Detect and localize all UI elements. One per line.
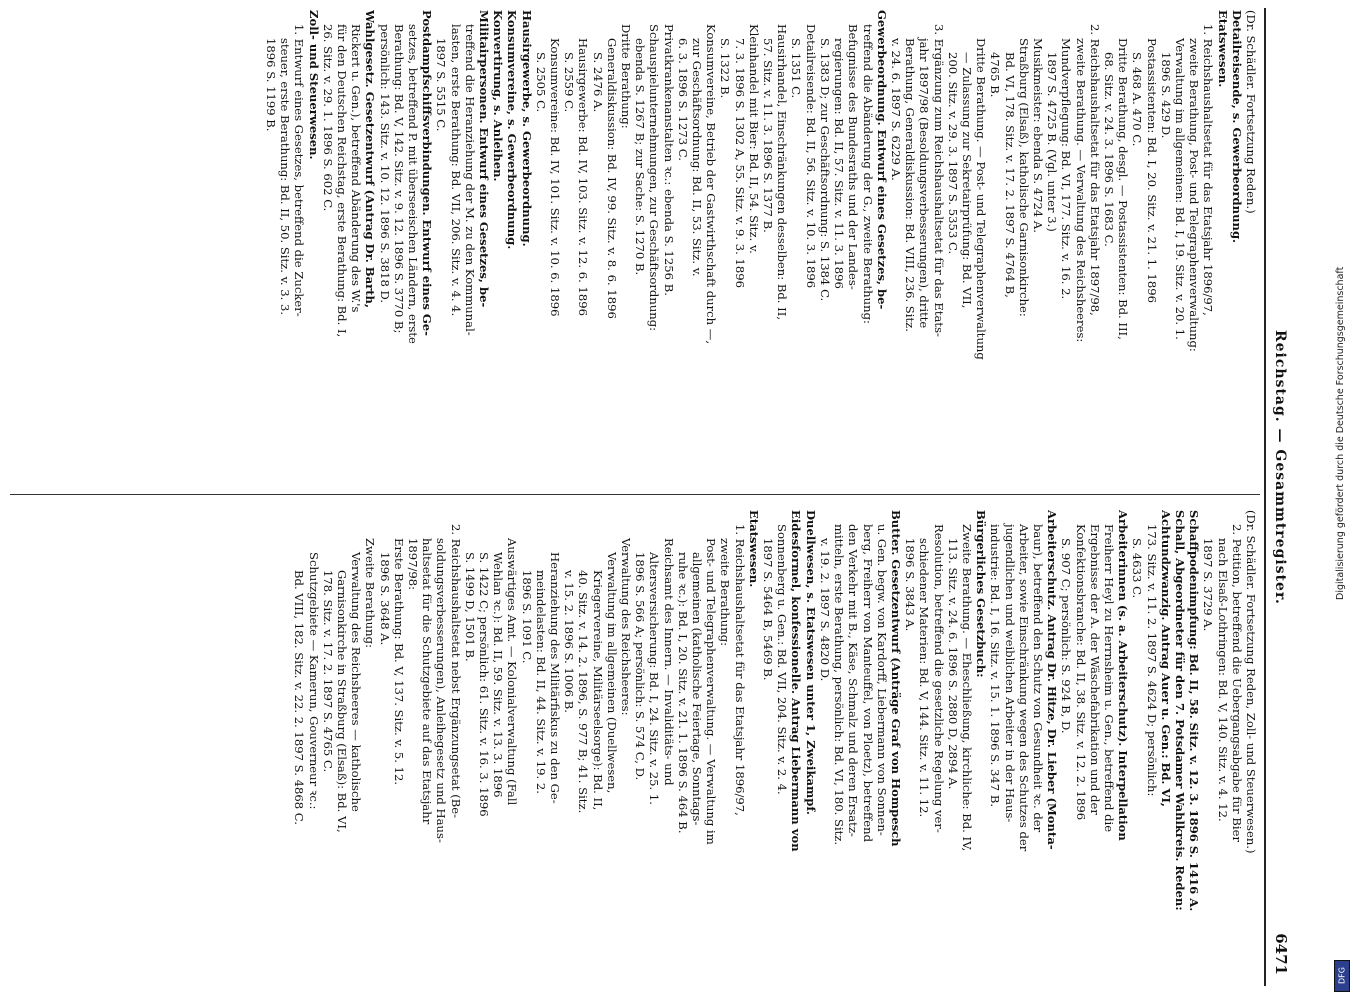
register-line: Post- und Telegraphenverwaltung. — Verwaltung im: [704, 538, 719, 845]
register-line: S. 468 A. 470 C.: [1130, 52, 1145, 147]
register-line: Verwaltung des Reichsheeres — katholische: [349, 552, 364, 812]
register-line: 1896 S. 3648 A.: [377, 552, 392, 646]
register-line: treffend die Heranziehung der M. zu den Kommunal-: [462, 24, 477, 336]
register-line: 1. Reichshaushaltsetat für das Etatsjahr 1896/97,: [732, 524, 747, 816]
register-line: Hausirhandel, Einschränkungen desselben: Bd. II,: [775, 24, 790, 321]
register-line: Zweite Berathung. — Eheschließung, kirchliche: Bd. IV,: [959, 524, 974, 852]
register-line: Wahlgesetz. Gesetzentwurf (Antrag Dr. Barth,: [363, 10, 378, 309]
register-line: Arbeiterinnen (s. a. Arbeiterschutz). Interpellation: [1116, 510, 1131, 841]
right-column: [292, 510, 1258, 980]
register-line: 1896 S. 1199 B.: [263, 38, 278, 132]
register-line: Freiherr Heyl zu Herrnsheim u. Gen., betreffend die: [1101, 524, 1116, 833]
register-line: S. 907 C; persönlich: S. 924 B, D.: [1059, 538, 1074, 734]
running-title: Reichstag. — Gesammtregister.: [1272, 330, 1288, 605]
register-line: Mundverpflegung: Bd. VI, 177. Sitz. v. 16. 2.: [1059, 38, 1074, 300]
register-line: Hausirgewerbe: Bd. IV, 103. Sitz. v. 12. 6. 1896: [576, 38, 591, 316]
register-line: mitteln, erste Berathung, persönlich: Bd. VI, 180. Sitz.: [832, 524, 847, 846]
register-line: zur Geschäftsordnung: Bd. II, 53. Sitz. v.: [690, 38, 705, 277]
register-line: Postdampfschiffsverbindungen. Entwurf eines Ge-: [420, 10, 435, 336]
register-line: 1897 S. 4725 B. (Vgl. unter 3.): [1045, 52, 1060, 232]
register-line: Konsumvereine, s. Gewerbeordnung.: [505, 10, 520, 250]
register-line: Reichsamt des Innern. — Invaliditäts- und: [661, 538, 676, 786]
register-line: Militairpersonen. Entwurf eines Gesetzes, be-: [477, 10, 492, 308]
register-line: Zoll- und Steuerwesen.: [306, 10, 321, 160]
register-line: 200. Sitz. v. 29. 3. 1897 S. 5353 C.: [945, 52, 960, 255]
register-line: Konsumvereine, Betrieb der Gastwirthschaft durch —,: [704, 24, 719, 345]
register-line: Berathung: Bd. V, 142. Sitz. v. 9. 12. 1896 S. 3770 B;: [391, 24, 406, 334]
register-line: 1896 S. 566 A; persönlich: S. 574 C, D.: [633, 552, 648, 781]
register-line: Detailreisende, s. Gewerbeordnung.: [1229, 10, 1244, 244]
register-line: Schaffpodenimpfung: Bd. II, 58. Sitz. v. 12. 3. 1896 S. 1416 A.: [1187, 510, 1202, 912]
column-divider: [10, 494, 1260, 495]
register-line: Musikmeister: ebenda S. 4724 A.: [1030, 38, 1045, 233]
digitization-credit: Digitalisierung gefördert durch die Deutsche Forschungsgemeinschaft: [1335, 266, 1346, 600]
register-line: Bd. VI, 178. Sitz. v. 17. 2. 1897 S. 4764 B,: [1002, 52, 1017, 298]
register-line: S. 2505 C.: [533, 52, 548, 113]
register-line: ruhe ꝛc.): Bd. I, 20. Sitz. v. 21. 1. 1896 S. 464 B.: [675, 552, 690, 834]
register-line: Konsumvereine: Bd. IV, 101. Sitz. v. 10. 6. 1896: [548, 38, 563, 317]
register-line: 1896 S. 1091 C.: [519, 570, 534, 664]
register-line: 26. Sitz. v. 29. 1. 1896 S. 602 C.: [320, 24, 335, 212]
register-line: Resolution, betreffend die gesetzliche Regelung ver-: [931, 524, 946, 833]
page-number: 6471: [1272, 933, 1290, 975]
register-line: Schutzgebiete — Kamerun, Gouverneur ꝛc.:: [306, 552, 321, 810]
register-line: Duellwesen, s. Etatswesen unter 1, Zweikampf.: [803, 510, 818, 815]
register-line: 3. Ergänzung zum Reichshaushaltsetat für das Etats-: [931, 24, 946, 337]
register-line: 1897 S. 5515 C.: [434, 38, 449, 132]
register-line: soldungsverbesserungen), Anleihegesetz und Haus-: [434, 538, 449, 843]
register-line: Befugnisse des Bundesraths und der Landes-: [846, 24, 861, 290]
register-line: 1896 S. 3843 A.: [903, 538, 918, 632]
register-line: 68. Sitz. v. 24. 3. 1896 S. 1683 C.: [1101, 52, 1116, 247]
register-line: S. 4633 C.: [1130, 538, 1145, 599]
register-line: 40. Sitz. v. 14. 2. 1896, S. 977 B; 41. Sitz.: [576, 570, 591, 814]
register-line: Etatswesen.: [746, 510, 761, 588]
register-line: (Dr. Schädler. Fortsetzung Reden, Zoll- und Steuerwesen.): [1244, 510, 1258, 854]
register-line: jugendlichen und weiblichen Arbeiter in der Haus-: [1002, 524, 1017, 823]
register-line: zweite Berathung, Post- und Telegraphenverwaltung:: [1187, 38, 1202, 352]
register-line: Schauspielunternehmungen, zur Geschäftsordnung:: [647, 24, 662, 332]
register-line: berg, Freiherr von Manteuffel, von Ploetz), betreffend: [860, 524, 875, 842]
dfg-logo: [1334, 960, 1350, 992]
register-line: den Verkehr mit B., Käse, Schmalz und deren Ersatz-: [846, 524, 861, 837]
register-line: Auswärtiges Amt. — Kolonialverwaltung (Fall: [505, 538, 520, 806]
register-line: Hausirgewerbe, s. Gewerbeordnung.: [519, 10, 534, 247]
register-line: Heranziehung des Militärfiskus zu den Ge-: [548, 552, 563, 804]
register-line: Dritte Berathung:: [619, 24, 634, 129]
register-line: 57. Sitz. v. 11. 3. 1896 S. 1377 B.: [761, 38, 776, 233]
register-line: S. 1499 D, 1501 B.: [462, 552, 477, 662]
register-line: Verwaltung im allgemeinen (Duellwesen,: [604, 552, 619, 794]
register-line: 4765 B.: [988, 52, 1003, 98]
register-line: S. 1351 C.: [789, 38, 804, 99]
register-line: Gewerbeordnung. Entwurf eines Gesetzes, be-: [874, 10, 889, 310]
register-line: 1. Reichshaushaltsetat für das Etatsjahr 1896/97,: [1201, 24, 1216, 316]
left-column: [264, 10, 1258, 480]
register-line: meindelasten: Bd. II, 44. Sitz. v. 19. 2.: [533, 570, 548, 794]
register-line: jahr 1897/98 (Besoldungsverbesserungen), dritte: [917, 38, 932, 329]
register-line: Konfektionsbranche: Bd. II, 38. Sitz. v. 12. 2. 1896: [1073, 524, 1088, 821]
register-line: S. 2559 C.: [562, 52, 577, 113]
register-line: Straßburg (Elsaß), katholische Garnisonkirche:: [1016, 38, 1031, 317]
register-line: 113. Sitz. v. 24. 6. 1896 S. 2880 D, 2894 A.: [945, 538, 960, 790]
register-line: 7. 3. 1896 S. 1302 A, 55. Sitz. v. 9. 3. 1896: [732, 38, 747, 288]
register-line: v. 19. 2. 1897 S. 4820 D.: [817, 538, 832, 682]
register-line: Garnisonkirche in Straßburg (Elsaß): Bd. VI,: [335, 570, 349, 833]
register-line: 2. Reichshaushaltsetat nebst Ergänzungsetat (Be-: [448, 524, 463, 819]
register-line: Kleinhandel mit Bier: Bd. II, 54. Sitz. v.: [746, 24, 761, 254]
register-line: 2. Reichshaushaltsetat für das Etatsjahr 1897/98,: [1087, 24, 1102, 316]
register-line: 1896 S. 429 D.: [1158, 52, 1173, 139]
register-line: industrie: Bd. I, 16. Sitz. v. 15. 1. 1896 S. 347 B.: [988, 524, 1003, 808]
register-line: Arbeiterschutz. Antrag Dr. Hitze, Dr. Lieber (Monta-: [1045, 510, 1060, 850]
register-line: regierungen: Bd. II, 57. Sitz. v. 11. 3. 1896: [832, 38, 847, 289]
register-line: Wehlan ꝛc.): Bd. II, 59. Sitz. v. 13. 3. 1896: [491, 552, 506, 798]
register-line: nach Elsaß-Lothringen: Bd. V, 140. Sitz. v. 4. 12.: [1215, 538, 1230, 822]
register-line: 1897 S. 3729 A.: [1201, 538, 1216, 632]
register-line: Zweite Berathung:: [363, 538, 378, 648]
register-line: v. 15. 2. 1896 S. 1006 B.: [562, 570, 577, 713]
register-line: (Dr. Schädler. Fortsetzung Reden.): [1244, 10, 1258, 214]
register-line: 6. 3. 1896 S. 1273 C.: [675, 38, 690, 161]
register-line: Privatkrankenanstalten ꝛc.: ebenda S. 1256 B.: [661, 24, 676, 296]
register-line: 173. Sitz. v. 11. 2. 1897 S. 4624 D; persönlich:: [1144, 524, 1159, 797]
register-line: 2. Petition, betreffend die Uebergangsabgabe für Bier: [1229, 524, 1244, 843]
register-line: Konvertirung, s. Anleihen.: [491, 10, 506, 182]
register-line: Butter. Gesetzentwurf (Anträge Graf von Hompesch: [888, 510, 903, 847]
register-line: Dritte Berathung. — Post- und Telegraphenverwaltung: [974, 38, 989, 360]
register-line: Sonnenberg u. Gen.: Bd. VII, 204. Sitz. v. 2. 4.: [775, 524, 790, 795]
register-line: Dritte Berathung, desgl. — Postassistenten: Bd. III,: [1116, 38, 1131, 340]
register-line: Rickert u. Gen.), betreffend Abänderung des W.'s: [349, 24, 364, 313]
register-line: Arbeiter, sowie Einschränkung wegen des Schutzes der: [1016, 524, 1031, 852]
register-line: haltsetat für die Schutzgebiete auf das Etatsjahr: [420, 538, 435, 825]
register-line: Altersversicherung: Bd. I, 24. Sitz. v. 25. 1.: [647, 552, 662, 805]
register-line: Verwaltung im allgemeinen: Bd. I, 19. Sitz. v. 20. 1.: [1172, 38, 1187, 340]
register-line: 178. Sitz. v. 17. 2. 1897 S. 4765 C.: [320, 570, 335, 773]
register-line: Verwaltung des Reichsheeres:: [619, 538, 634, 716]
register-line: zweite Berathung:: [718, 538, 733, 647]
register-line: 1897 S. 5464 B, 5469 B.: [761, 538, 776, 681]
register-line: Bd. VIII, 182. Sitz. v. 22. 2. 1897 S. 4868 C.: [292, 570, 307, 825]
register-line: u. Gen. begw. von Kardorff, Liebermann von Sonnen-: [874, 524, 889, 836]
register-line: treffend die Abänderung der G., zweite Berathung:: [860, 24, 875, 324]
register-line: für den Deutschen Reichstag, erste Berathung: Bd. I,: [335, 24, 349, 338]
register-line: Ergebnisse der A. der Wäschefabrikation und der: [1087, 524, 1102, 815]
register-line: S. 1422 C; persönlich: 61. Sitz. v. 16. 3. 1896: [477, 552, 492, 817]
register-line: Bürgerliches Gesetzbuch:: [974, 510, 989, 678]
register-line: Detailreisende: Bd. II, 56. Sitz. v. 10. 3. 1896: [803, 24, 818, 289]
register-line: Etatswesen.: [1215, 10, 1230, 88]
register-line: 1897/98:: [406, 538, 421, 591]
register-line: 1. Entwurf eines Gesetzes, betreffend die Zucker-: [292, 24, 307, 317]
register-line: baur), betreffend den Schutz von Gesundheit ꝛc. der: [1030, 524, 1045, 833]
register-line: Erste Berathung: Bd. V, 137. Sitz. v. 5. 12.: [391, 538, 406, 786]
header-rule: [1264, 8, 1266, 986]
register-line: Generaldiskussion: Bd. IV, 99. Sitz. v. 8. 6. 1896: [604, 38, 619, 319]
register-line: Eidesformel, konfessionelle. Antrag Liebermann von: [789, 510, 804, 852]
register-line: schiedener Materien: Bd. V, 144. Sitz. v. 11. 12.: [917, 538, 932, 818]
dfg-logo-text: DFG: [1337, 967, 1347, 984]
register-line: steuer, erste Berathung: Bd. II, 50. Sitz. v. 3. 3.: [278, 38, 293, 316]
register-line: zweite Berathung. — Verwaltung des Reichsheeres:: [1073, 38, 1088, 343]
register-line: lasten, erste Berathung: Bd. VII, 206. Sitz. v. 4. 4.: [448, 24, 463, 317]
register-line: allgemeinen (katholische Feiertage, Sonntags-: [690, 552, 705, 826]
register-line: Postassistenten: Bd. I, 20. Sitz. v. 21. 1. 1896: [1144, 38, 1159, 304]
register-line: v. 24. 6. 1897 S. 6229 A.: [888, 38, 903, 181]
register-line: Kriegervereine, Militärseelsorge): Bd. II,: [590, 570, 605, 811]
register-line: — Zulassung zur Sekretairprüfung: Bd. VII,: [959, 52, 974, 309]
register-line: Berathung, Generaldiskussion: Bd. VIII, 236. Sitz.: [903, 38, 918, 332]
register-line: ebenda S. 1267 B; zur Sache: S. 1270 B.: [633, 38, 648, 276]
register-line: Schall, Abgeordneter für den 7. Potsdamer Wahlkreis. Reden:: [1172, 510, 1187, 911]
register-line: S. 1322 B.: [718, 38, 733, 99]
register-line: setzes, betreffend P. mit überseeischen Ländern, erste: [406, 24, 421, 344]
register-line: S. 1383 D; zur Geschäftsordnung: S. 1384 C.: [817, 38, 832, 302]
register-line: S. 2476 A.: [590, 52, 605, 113]
register-line: Achtundzwanzig. Antrag Auer u. Gen.: Bd. VI,: [1158, 510, 1173, 807]
register-line: persönlich: 143. Sitz. v. 10. 12. 1896 S. 3818 D.: [377, 24, 392, 304]
